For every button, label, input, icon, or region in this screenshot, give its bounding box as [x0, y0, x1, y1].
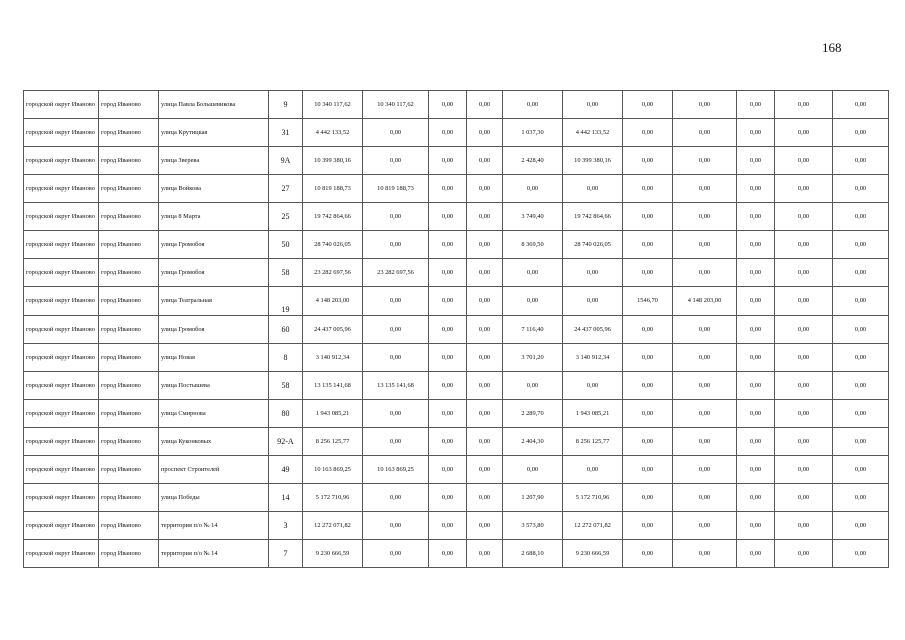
table-row [24, 484, 889, 512]
cost-col-9-cell: 0,00 [737, 512, 775, 540]
area-col-7-cell: 0,00 [623, 119, 673, 147]
cost-col-3-cell: 0,00 [429, 512, 467, 540]
cost-col-10-cell: 0,00 [775, 456, 833, 484]
locality-cell: город Иваново [99, 484, 159, 512]
cost-col-4-cell: 0,00 [467, 259, 503, 287]
district-cell: городской округ Иваново [24, 372, 99, 400]
house-number-cell: 27 [269, 175, 303, 203]
cost-col-2-cell: 0,00 [363, 484, 429, 512]
cost-col-4-cell: 0,00 [467, 428, 503, 456]
cost-col-11-cell: 0,00 [833, 91, 889, 119]
area-cell: 3 749,40 [503, 203, 563, 231]
cost-col-2-cell: 23 282 697,56 [363, 259, 429, 287]
table-row [24, 540, 889, 568]
cost-col-9-cell: 0,00 [737, 540, 775, 568]
table-row [24, 287, 889, 316]
cost-col-11-cell: 0,00 [833, 259, 889, 287]
cost-col-10-cell: 0,00 [775, 147, 833, 175]
area-col-7-cell: 0,00 [623, 91, 673, 119]
cost-col-8-cell: 0,00 [673, 259, 737, 287]
district-cell: городской округ Иваново [24, 344, 99, 372]
house-number-cell: 80 [269, 400, 303, 428]
cost-col-8-cell: 0,00 [673, 512, 737, 540]
total-cost-cell: 28 740 026,05 [303, 231, 363, 259]
locality-cell: город Иваново [99, 91, 159, 119]
cost-col-4-cell: 0,00 [467, 484, 503, 512]
cost-col-11-cell: 0,00 [833, 344, 889, 372]
cost-col-4-cell: 0,00 [467, 203, 503, 231]
house-number-cell: 60 [269, 316, 303, 344]
table-row [24, 119, 889, 147]
street-cell: улица 8 Марта [159, 203, 269, 231]
district-cell: городской округ Иваново [24, 512, 99, 540]
cost-col-10-cell: 0,00 [775, 344, 833, 372]
area-col-7-cell: 0,00 [623, 512, 673, 540]
total-cost-cell: 10 163 869,25 [303, 456, 363, 484]
cost-col-4-cell: 0,00 [467, 456, 503, 484]
street-cell: улица Крутицкая [159, 119, 269, 147]
cost-col-6-cell: 8 256 125,77 [563, 428, 623, 456]
total-cost-cell: 4 148 203,00 [303, 287, 363, 316]
total-cost-cell: 9 230 666,59 [303, 540, 363, 568]
area-cell: 3 701,20 [503, 344, 563, 372]
district-cell: городской округ Иваново [24, 203, 99, 231]
area-cell: 2 289,70 [503, 400, 563, 428]
table-row [24, 203, 889, 231]
table-row [24, 428, 889, 456]
cost-col-4-cell: 0,00 [467, 316, 503, 344]
cost-col-8-cell: 0,00 [673, 540, 737, 568]
house-number-cell: 3 [269, 512, 303, 540]
locality-cell: город Иваново [99, 400, 159, 428]
house-number-cell: 31 [269, 119, 303, 147]
cost-col-8-cell: 0,00 [673, 91, 737, 119]
cost-col-2-cell: 0,00 [363, 400, 429, 428]
cost-col-6-cell: 19 742 864,66 [563, 203, 623, 231]
cost-col-6-cell: 0,00 [563, 259, 623, 287]
cost-col-3-cell: 0,00 [429, 428, 467, 456]
district-cell: городской округ Иваново [24, 91, 99, 119]
area-col-7-cell: 0,00 [623, 372, 673, 400]
cost-col-11-cell: 0,00 [833, 119, 889, 147]
district-cell: городской округ Иваново [24, 428, 99, 456]
table-row [24, 344, 889, 372]
street-cell: улица Куконковых [159, 428, 269, 456]
cost-col-8-cell: 0,00 [673, 203, 737, 231]
cost-col-11-cell: 0,00 [833, 428, 889, 456]
table-row [24, 175, 889, 203]
cost-col-3-cell: 0,00 [429, 119, 467, 147]
house-number-cell: 9 [269, 91, 303, 119]
table-body [24, 91, 889, 568]
area-cell: 2 428,40 [503, 147, 563, 175]
cost-col-6-cell: 10 399 380,16 [563, 147, 623, 175]
cost-col-10-cell: 0,00 [775, 259, 833, 287]
table-row [24, 456, 889, 484]
locality-cell: город Иваново [99, 147, 159, 175]
cost-col-9-cell: 0,00 [737, 456, 775, 484]
cost-col-3-cell: 0,00 [429, 147, 467, 175]
cost-col-2-cell: 10 819 188,73 [363, 175, 429, 203]
cost-col-8-cell: 0,00 [673, 484, 737, 512]
area-col-7-cell: 0,00 [623, 147, 673, 175]
page-number: 168 [822, 40, 842, 55]
cost-col-4-cell: 0,00 [467, 91, 503, 119]
table-row [24, 316, 889, 344]
cost-col-2-cell: 0,00 [363, 119, 429, 147]
locality-cell: город Иваново [99, 175, 159, 203]
cost-col-6-cell: 4 442 133,52 [563, 119, 623, 147]
cost-col-8-cell: 0,00 [673, 175, 737, 203]
cost-col-8-cell: 0,00 [673, 428, 737, 456]
cost-col-4-cell: 0,00 [467, 400, 503, 428]
area-cell: 0,00 [503, 456, 563, 484]
area-cell: 1 207,90 [503, 484, 563, 512]
cost-col-10-cell: 0,00 [775, 175, 833, 203]
area-cell: 0,00 [503, 175, 563, 203]
district-cell: городской округ Иваново [24, 231, 99, 259]
locality-cell: город Иваново [99, 512, 159, 540]
cost-col-6-cell: 0,00 [563, 91, 623, 119]
total-cost-cell: 24 437 005,96 [303, 316, 363, 344]
table-row [24, 512, 889, 540]
cost-col-11-cell: 0,00 [833, 316, 889, 344]
cost-col-9-cell: 0,00 [737, 231, 775, 259]
area-col-7-cell: 0,00 [623, 428, 673, 456]
cost-col-9-cell: 0,00 [737, 91, 775, 119]
cost-col-11-cell: 0,00 [833, 203, 889, 231]
cost-col-3-cell: 0,00 [429, 344, 467, 372]
locality-cell: город Иваново [99, 316, 159, 344]
cost-col-10-cell: 0,00 [775, 372, 833, 400]
area-cell: 0,00 [503, 372, 563, 400]
total-cost-cell: 3 140 912,34 [303, 344, 363, 372]
table-row [24, 259, 889, 287]
house-number-cell: 7 [269, 540, 303, 568]
table-row [24, 91, 889, 119]
cost-col-10-cell: 0,00 [775, 428, 833, 456]
street-cell: улица Театральная [159, 287, 269, 316]
area-cell: 0,00 [503, 91, 563, 119]
district-cell: городской округ Иваново [24, 287, 99, 316]
cost-col-11-cell: 0,00 [833, 456, 889, 484]
cost-col-10-cell: 0,00 [775, 484, 833, 512]
area-col-7-cell: 0,00 [623, 316, 673, 344]
cost-col-9-cell: 0,00 [737, 287, 775, 316]
area-col-7-cell: 0,00 [623, 400, 673, 428]
cost-col-2-cell: 0,00 [363, 512, 429, 540]
locality-cell: город Иваново [99, 287, 159, 316]
cost-col-11-cell: 0,00 [833, 512, 889, 540]
total-cost-cell: 8 256 125,77 [303, 428, 363, 456]
house-number-cell: 49 [269, 456, 303, 484]
cost-col-11-cell: 0,00 [833, 372, 889, 400]
district-cell: городской округ Иваново [24, 484, 99, 512]
total-cost-cell: 1 943 085,21 [303, 400, 363, 428]
locality-cell: город Иваново [99, 456, 159, 484]
cost-col-8-cell: 0,00 [673, 372, 737, 400]
cost-col-6-cell: 1 943 085,21 [563, 400, 623, 428]
cost-col-6-cell: 5 172 710,96 [563, 484, 623, 512]
cost-col-3-cell: 0,00 [429, 316, 467, 344]
cost-col-2-cell: 10 163 869,25 [363, 456, 429, 484]
street-cell: улица Новая [159, 344, 269, 372]
cost-col-11-cell: 0,00 [833, 484, 889, 512]
locality-cell: город Иваново [99, 259, 159, 287]
street-cell: улица Войкова [159, 175, 269, 203]
area-col-7-cell: 0,00 [623, 540, 673, 568]
cost-col-3-cell: 0,00 [429, 456, 467, 484]
table-row [24, 400, 889, 428]
locality-cell: город Иваново [99, 344, 159, 372]
area-col-7-cell: 0,00 [623, 203, 673, 231]
district-cell: городской округ Иваново [24, 400, 99, 428]
cost-col-3-cell: 0,00 [429, 259, 467, 287]
street-cell: проспект Строителей [159, 456, 269, 484]
locality-cell: город Иваново [99, 372, 159, 400]
cost-col-9-cell: 0,00 [737, 316, 775, 344]
cost-col-9-cell: 0,00 [737, 400, 775, 428]
cost-col-6-cell: 0,00 [563, 287, 623, 316]
cost-col-3-cell: 0,00 [429, 287, 467, 316]
cost-col-9-cell: 0,00 [737, 203, 775, 231]
total-cost-cell: 12 272 071,82 [303, 512, 363, 540]
area-col-7-cell: 0,00 [623, 231, 673, 259]
cost-col-9-cell: 0,00 [737, 344, 775, 372]
area-cell: 2 404,30 [503, 428, 563, 456]
cost-col-10-cell: 0,00 [775, 203, 833, 231]
street-cell: улица Постышева [159, 372, 269, 400]
cost-col-4-cell: 0,00 [467, 344, 503, 372]
house-number-cell: 8 [269, 344, 303, 372]
district-cell: городской округ Иваново [24, 540, 99, 568]
street-cell: улица Павла Большевикова [159, 91, 269, 119]
cost-col-6-cell: 0,00 [563, 372, 623, 400]
house-number-cell: 58 [269, 372, 303, 400]
area-cell: 0,00 [503, 287, 563, 316]
locality-cell: город Иваново [99, 203, 159, 231]
total-cost-cell: 10 399 380,16 [303, 147, 363, 175]
cost-col-4-cell: 0,00 [467, 372, 503, 400]
cost-col-2-cell: 0,00 [363, 344, 429, 372]
cost-col-10-cell: 0,00 [775, 512, 833, 540]
cost-col-3-cell: 0,00 [429, 203, 467, 231]
total-cost-cell: 23 282 697,56 [303, 259, 363, 287]
cost-col-11-cell: 0,00 [833, 400, 889, 428]
cost-col-4-cell: 0,00 [467, 119, 503, 147]
total-cost-cell: 4 442 133,52 [303, 119, 363, 147]
cost-col-9-cell: 0,00 [737, 119, 775, 147]
area-col-7-cell: 0,00 [623, 344, 673, 372]
house-number-cell: 25 [269, 203, 303, 231]
area-cell: 2 688,10 [503, 540, 563, 568]
cost-col-3-cell: 0,00 [429, 91, 467, 119]
cost-col-10-cell: 0,00 [775, 91, 833, 119]
district-cell: городской округ Иваново [24, 456, 99, 484]
total-cost-cell: 19 742 864,66 [303, 203, 363, 231]
district-cell: городской округ Иваново [24, 175, 99, 203]
cost-col-9-cell: 0,00 [737, 147, 775, 175]
cost-col-10-cell: 0,00 [775, 540, 833, 568]
cost-col-4-cell: 0,00 [467, 147, 503, 175]
cost-col-6-cell: 9 230 666,59 [563, 540, 623, 568]
cost-col-6-cell: 12 272 071,82 [563, 512, 623, 540]
cost-col-11-cell: 0,00 [833, 231, 889, 259]
cost-col-11-cell: 0,00 [833, 287, 889, 316]
cost-col-10-cell: 0,00 [775, 287, 833, 316]
area-cell: 0,00 [503, 259, 563, 287]
cost-col-4-cell: 0,00 [467, 175, 503, 203]
street-cell: улица Громобоя [159, 259, 269, 287]
cost-col-9-cell: 0,00 [737, 372, 775, 400]
cost-col-6-cell: 28 740 026,05 [563, 231, 623, 259]
house-number-cell: 19 [269, 287, 303, 316]
cost-col-11-cell: 0,00 [833, 540, 889, 568]
house-number-cell: 92-А [269, 428, 303, 456]
street-cell: улица Громобоя [159, 231, 269, 259]
cost-col-2-cell: 0,00 [363, 540, 429, 568]
cost-col-8-cell: 0,00 [673, 119, 737, 147]
cost-col-9-cell: 0,00 [737, 259, 775, 287]
area-col-7-cell: 0,00 [623, 259, 673, 287]
street-cell: улица Громобоя [159, 316, 269, 344]
district-cell: городской округ Иваново [24, 259, 99, 287]
cost-col-6-cell: 24 437 005,96 [563, 316, 623, 344]
locality-cell: город Иваново [99, 231, 159, 259]
cost-col-2-cell: 10 340 117,62 [363, 91, 429, 119]
cost-col-2-cell: 0,00 [363, 316, 429, 344]
data-table [23, 90, 889, 568]
house-number-cell: 14 [269, 484, 303, 512]
cost-col-8-cell: 0,00 [673, 147, 737, 175]
area-col-7-cell: 1546,70 [623, 287, 673, 316]
cost-col-3-cell: 0,00 [429, 540, 467, 568]
street-cell: территория п/о № 14 [159, 540, 269, 568]
cost-col-9-cell: 0,00 [737, 484, 775, 512]
cost-col-11-cell: 0,00 [833, 147, 889, 175]
total-cost-cell: 10 819 188,73 [303, 175, 363, 203]
cost-col-8-cell: 0,00 [673, 231, 737, 259]
cost-col-8-cell: 0,00 [673, 400, 737, 428]
cost-col-4-cell: 0,00 [467, 540, 503, 568]
cost-col-2-cell: 0,00 [363, 203, 429, 231]
cost-col-2-cell: 0,00 [363, 147, 429, 175]
cost-col-2-cell: 0,00 [363, 428, 429, 456]
cost-col-9-cell: 0,00 [737, 428, 775, 456]
district-cell: городской округ Иваново [24, 316, 99, 344]
cost-col-6-cell: 3 140 912,34 [563, 344, 623, 372]
cost-col-2-cell: 0,00 [363, 287, 429, 316]
cost-col-2-cell: 13 135 141,68 [363, 372, 429, 400]
cost-col-10-cell: 0,00 [775, 316, 833, 344]
area-cell: 8 369,50 [503, 231, 563, 259]
area-col-7-cell: 0,00 [623, 175, 673, 203]
locality-cell: город Иваново [99, 428, 159, 456]
house-number-cell: 50 [269, 231, 303, 259]
cost-col-11-cell: 0,00 [833, 175, 889, 203]
street-cell: улица Победы [159, 484, 269, 512]
cost-col-4-cell: 0,00 [467, 287, 503, 316]
table-row [24, 147, 889, 175]
table-row [24, 231, 889, 259]
locality-cell: город Иваново [99, 119, 159, 147]
cost-col-10-cell: 0,00 [775, 400, 833, 428]
street-cell: улица Смирнова [159, 400, 269, 428]
house-number-cell: 58 [269, 259, 303, 287]
cost-col-10-cell: 0,00 [775, 231, 833, 259]
cost-col-3-cell: 0,00 [429, 400, 467, 428]
cost-col-9-cell: 0,00 [737, 175, 775, 203]
cost-col-8-cell: 0,00 [673, 316, 737, 344]
total-cost-cell: 10 340 117,62 [303, 91, 363, 119]
area-col-7-cell: 0,00 [623, 484, 673, 512]
cost-col-10-cell: 0,00 [775, 119, 833, 147]
cost-col-6-cell: 0,00 [563, 175, 623, 203]
street-cell: территория п/о № 14 [159, 512, 269, 540]
cost-col-3-cell: 0,00 [429, 372, 467, 400]
total-cost-cell: 5 172 710,96 [303, 484, 363, 512]
district-cell: городской округ Иваново [24, 119, 99, 147]
cost-col-4-cell: 0,00 [467, 512, 503, 540]
area-cell: 1 037,30 [503, 119, 563, 147]
cost-col-4-cell: 0,00 [467, 231, 503, 259]
area-col-7-cell: 0,00 [623, 456, 673, 484]
cost-col-2-cell: 0,00 [363, 231, 429, 259]
street-cell: улица Зверева [159, 147, 269, 175]
house-number-cell: 9А [269, 147, 303, 175]
cost-col-3-cell: 0,00 [429, 175, 467, 203]
cost-col-3-cell: 0,00 [429, 231, 467, 259]
locality-cell: город Иваново [99, 540, 159, 568]
cost-col-8-cell: 0,00 [673, 344, 737, 372]
table-row [24, 372, 889, 400]
area-cell: 7 116,40 [503, 316, 563, 344]
cost-col-8-cell: 0,00 [673, 456, 737, 484]
area-cell: 3 573,80 [503, 512, 563, 540]
district-cell: городской округ Иваново [24, 147, 99, 175]
cost-col-3-cell: 0,00 [429, 484, 467, 512]
cost-col-8-cell: 4 148 203,00 [673, 287, 737, 316]
cost-col-6-cell: 0,00 [563, 456, 623, 484]
total-cost-cell: 13 135 141,68 [303, 372, 363, 400]
